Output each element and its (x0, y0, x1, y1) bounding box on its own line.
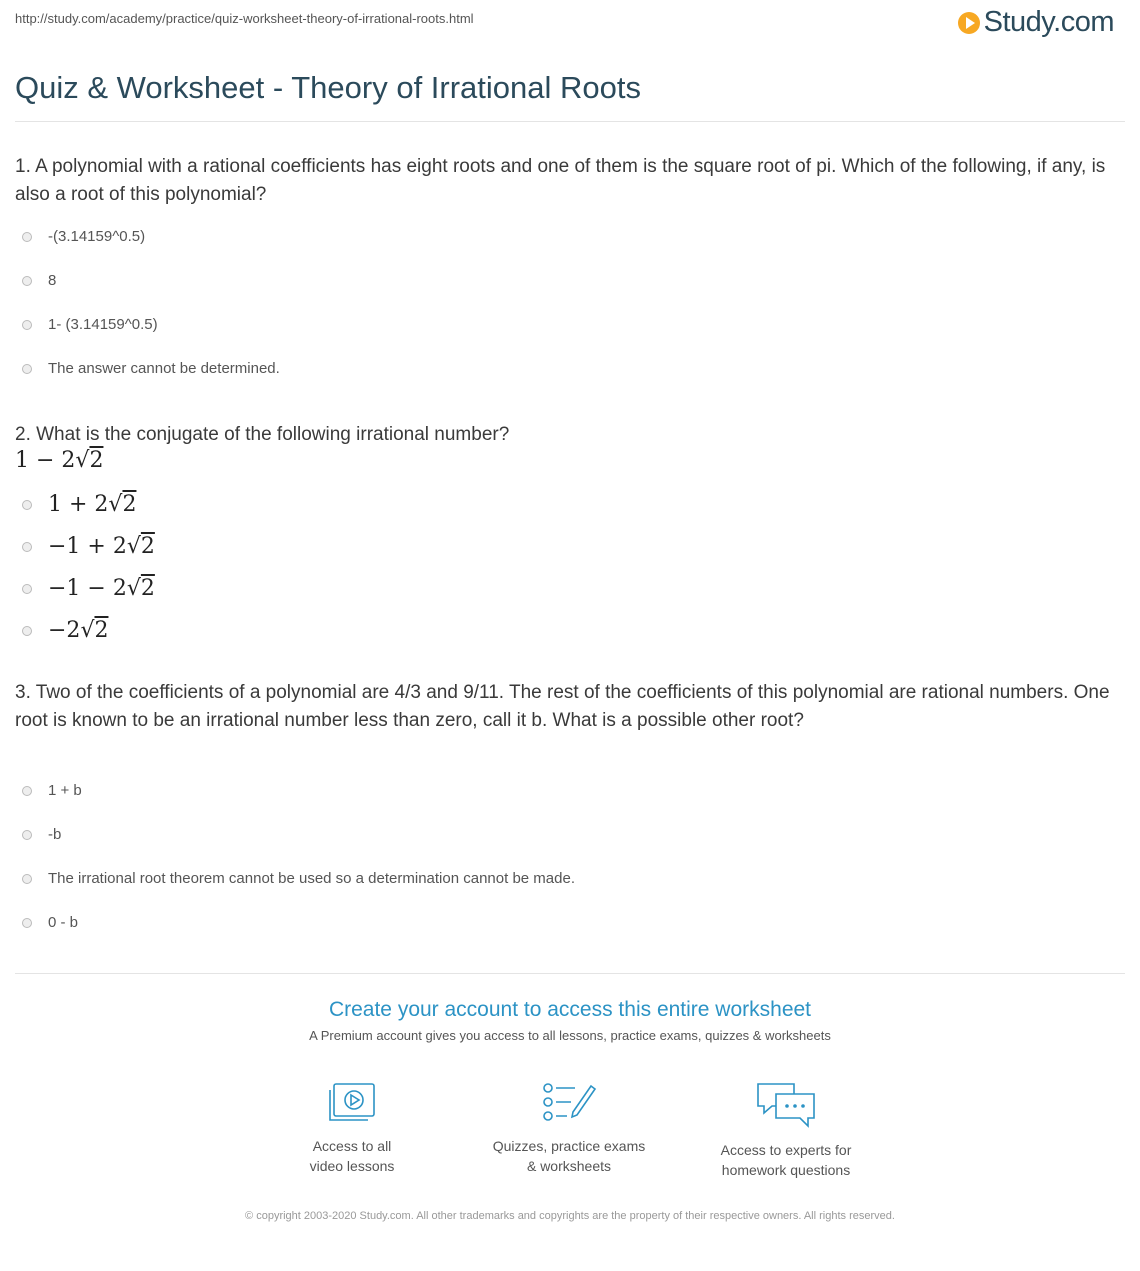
page-title: Quiz & Worksheet - Theory of Irrational Roots (15, 70, 641, 105)
radio-button[interactable] (22, 364, 32, 374)
create-account-link[interactable]: Create your account to access this entire worksheet (328, 998, 812, 1021)
premium-description: A Premium account gives you access to all lessons, practice exams, quizzes & worksheets (309, 1028, 831, 1043)
sqrt-symbol: √2 (108, 492, 137, 517)
question-1-text: 1. A polynomial with a rational coefficients has eight roots and one of them is the square root of pi. Which of the following, if any, is also a root of this polynomial? (15, 156, 1106, 205)
sqrt-symbol: √2 (80, 618, 109, 643)
answer-option[interactable]: 8 (22, 272, 56, 289)
sqrt-symbol: √2 (75, 448, 104, 473)
sqrt-symbol: √2 (126, 534, 155, 559)
logo-text: Study.com (983, 6, 1114, 38)
radio-button[interactable] (22, 500, 32, 510)
radio-button[interactable] (22, 584, 32, 594)
answer-option[interactable]: 1 + b (22, 782, 82, 799)
question-2-expression: 1 − 2√2 (15, 448, 104, 473)
question-3-text: 3. Two of the coefficients of a polynomial are 4/3 and 9/11. The rest of the coefficients of this polynomial are rational numbers. One root is known to be an irrational number less than zero, call it b. What is a possible other root? (15, 682, 1110, 731)
sqrt-symbol: √2 (126, 576, 155, 601)
radio-button[interactable] (22, 232, 32, 242)
divider (15, 121, 1125, 122)
question-2-text: 2. What is the conjugate of the following irrational number? (15, 424, 510, 445)
answer-option[interactable]: −1 + 2√2 (22, 534, 155, 559)
radio-button[interactable] (22, 874, 32, 884)
radio-button[interactable] (22, 626, 32, 636)
feature-video-lessons: Access to all video lessons (252, 1080, 452, 1176)
divider (15, 973, 1125, 974)
quiz-checklist-icon (541, 1080, 597, 1126)
copyright: © copyright 2003-2020 Study.com. All other trademarks and copyrights are the property of their respective owners. All rights reserved. (245, 1210, 895, 1222)
answer-option[interactable]: −2√2 (22, 618, 108, 643)
feature-experts: Access to experts for homework questions (686, 1080, 886, 1180)
answer-option[interactable]: 1 + 2√2 (22, 492, 136, 517)
radio-button[interactable] (22, 542, 32, 552)
video-lessons-icon (326, 1080, 378, 1126)
page-url: http://study.com/academy/practice/quiz-worksheet-theory-of-irrational-roots.html (15, 11, 474, 26)
answer-option[interactable]: 0 - b (22, 914, 78, 931)
chat-bubbles-icon (754, 1080, 818, 1130)
answer-option[interactable]: −1 − 2√2 (22, 576, 155, 601)
radio-button[interactable] (22, 786, 32, 796)
answer-option[interactable]: The answer cannot be determined. (22, 360, 280, 377)
answer-option[interactable]: 1- (3.14159^0.5) (22, 316, 158, 333)
radio-button[interactable] (22, 276, 32, 286)
radio-button[interactable] (22, 830, 32, 840)
radio-button[interactable] (22, 320, 32, 330)
play-icon (958, 12, 980, 34)
radio-button[interactable] (22, 918, 32, 928)
answer-option[interactable]: -(3.14159^0.5) (22, 228, 145, 245)
feature-quizzes: Quizzes, practice exams & worksheets (469, 1080, 669, 1176)
study-logo[interactable] (958, 6, 1114, 39)
answer-option[interactable]: -b (22, 826, 61, 843)
answer-option[interactable]: The irrational root theorem cannot be used so a determination cannot be made. (22, 870, 575, 887)
